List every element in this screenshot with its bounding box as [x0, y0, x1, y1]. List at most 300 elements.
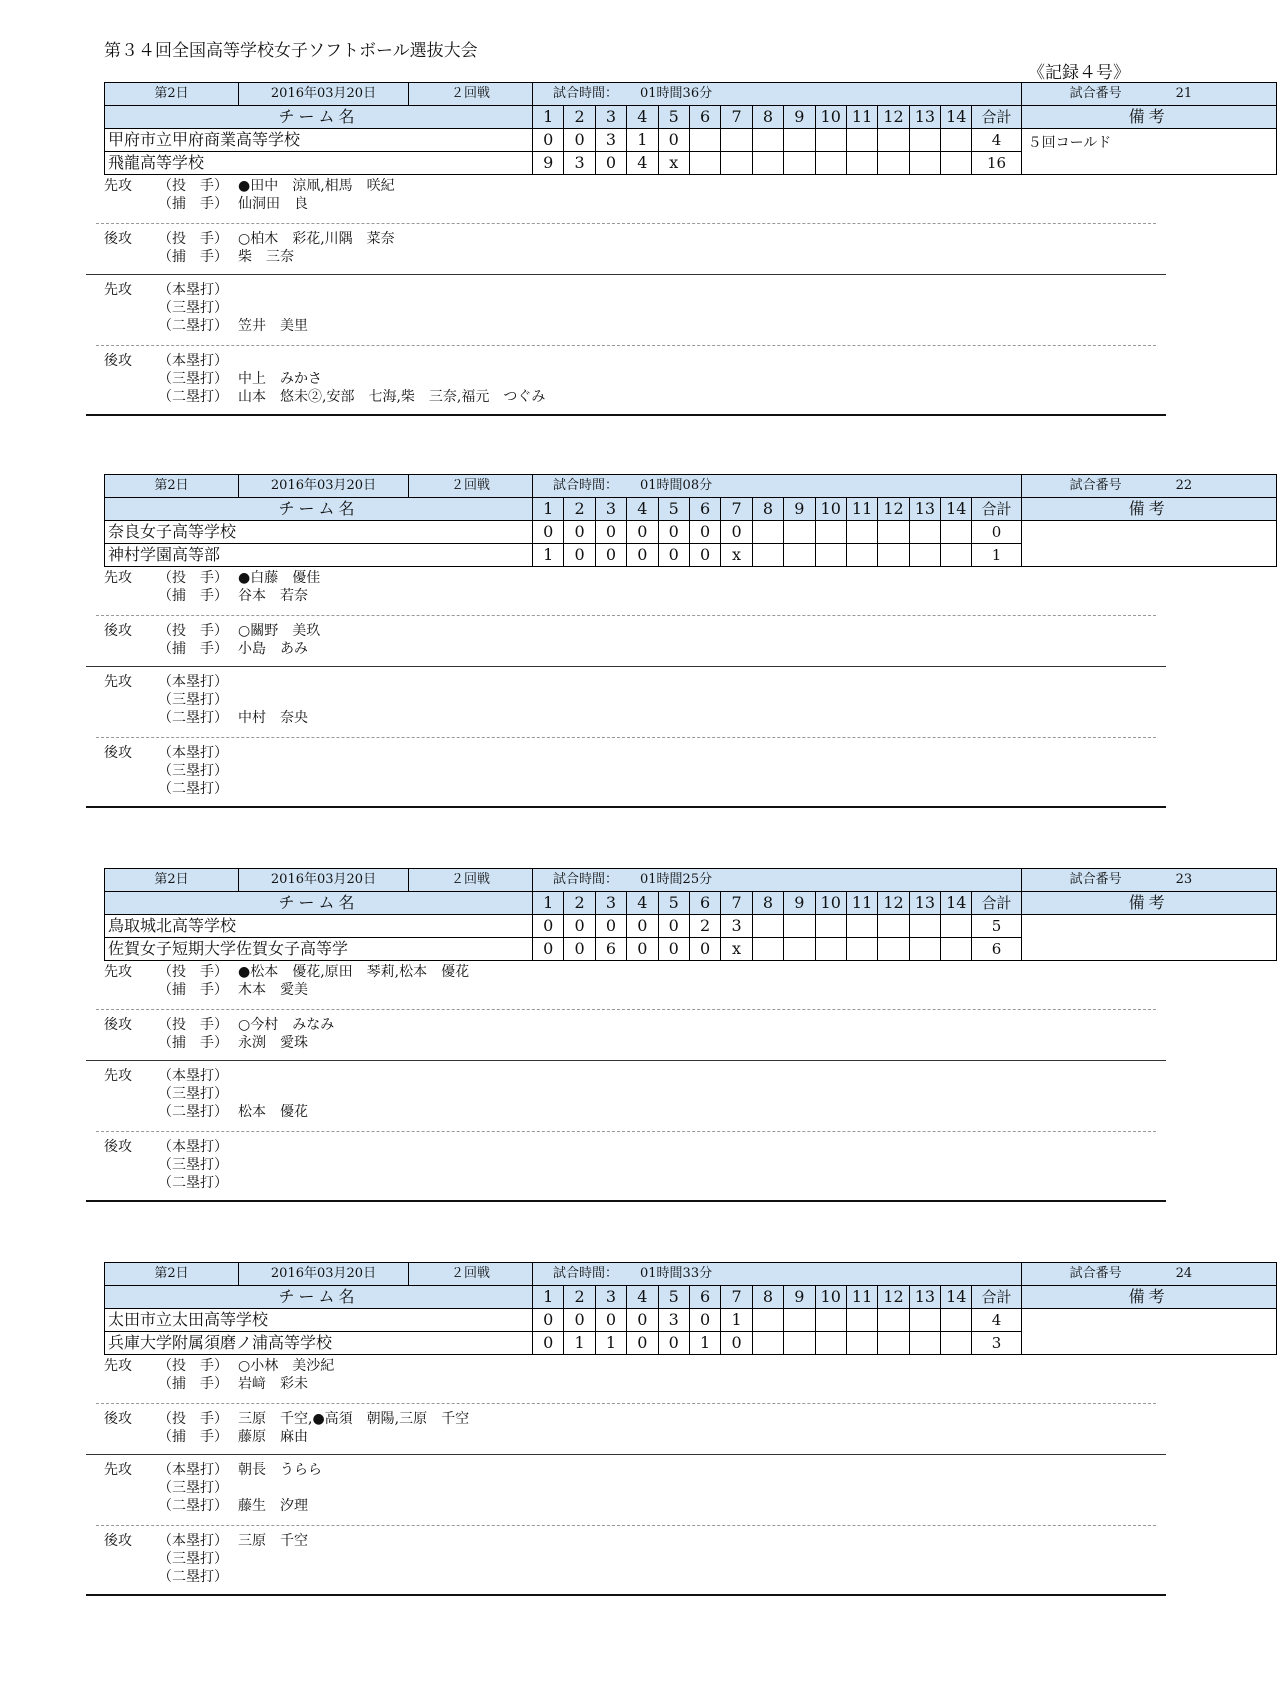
inning-header: 9 — [784, 1286, 815, 1309]
role-label: （二塁打） — [158, 781, 228, 797]
first-catcher — [104, 1375, 1154, 1393]
team-name: 鳥取城北高等学校 — [105, 915, 533, 938]
role-label: （本塁打） — [158, 353, 228, 369]
first-doubles — [104, 1497, 1154, 1515]
side-label — [104, 299, 158, 317]
team-total: 5 — [972, 915, 1021, 938]
block-end-line — [86, 806, 1166, 808]
inning-score — [721, 152, 752, 175]
inning-score — [784, 544, 815, 567]
player-names: 小島 あみ — [238, 641, 308, 657]
game-round: ２回戦 — [409, 869, 533, 892]
team-total: 4 — [972, 129, 1021, 152]
inning-score: 0 — [533, 938, 564, 961]
inning-score — [878, 938, 909, 961]
inning-score: 6 — [595, 938, 626, 961]
score-table — [104, 82, 1277, 175]
second-pitcher — [104, 1410, 1154, 1428]
inning-header: 14 — [941, 106, 972, 129]
inning-score: 0 — [595, 915, 626, 938]
second-triples — [104, 1156, 1154, 1174]
inning-score: 0 — [627, 1332, 658, 1355]
player-names: 岩﨑 彩未 — [238, 1376, 308, 1392]
divider — [96, 1131, 1156, 1132]
inning-header: 2 — [564, 1286, 595, 1309]
first-triples — [104, 1479, 1154, 1497]
team-name-header: チーム名 — [105, 1286, 533, 1309]
role-label: （投 手） — [158, 964, 228, 980]
game-number-value: 21 — [1175, 86, 1193, 101]
remarks-header: 備考 — [1021, 498, 1276, 521]
inning-score: 0 — [595, 152, 626, 175]
inning-score — [941, 521, 972, 544]
block-end-line — [86, 1200, 1166, 1202]
inning-score — [721, 129, 752, 152]
inning-header: 10 — [815, 892, 846, 915]
role-label: （三塁打） — [158, 1086, 228, 1102]
inning-score — [846, 1332, 877, 1355]
game-day: 第2日 — [105, 869, 239, 892]
first-pitcher — [104, 963, 1154, 981]
role-label: （三塁打） — [158, 692, 228, 708]
inning-score: 3 — [564, 152, 595, 175]
divider — [96, 345, 1156, 346]
side-label — [104, 1550, 158, 1568]
player-names: 山本 悠未②,安部 七海,柴 三奈,福元 つぐみ — [238, 389, 546, 405]
divider — [96, 1403, 1156, 1404]
inning-score — [941, 152, 972, 175]
team-row — [105, 521, 1277, 544]
role-label: （投 手） — [158, 231, 228, 247]
inning-score — [752, 152, 783, 175]
second-pitcher — [104, 230, 1154, 248]
score-table — [104, 868, 1277, 961]
divider — [86, 1060, 1166, 1061]
inning-score — [941, 129, 972, 152]
game-time-label: 試合時間： — [553, 1266, 619, 1281]
inning-header: 5 — [658, 1286, 689, 1309]
divider — [96, 1525, 1156, 1526]
inning-header: 11 — [846, 1286, 877, 1309]
player-names: 中村 奈央 — [238, 710, 308, 726]
side-label — [104, 1085, 158, 1103]
inning-header: 8 — [752, 1286, 783, 1309]
team-total: 4 — [972, 1309, 1021, 1332]
second-triples — [104, 370, 1154, 388]
record-number: 《記録４号》 — [1028, 63, 1130, 83]
inning-score: 0 — [689, 544, 720, 567]
player-names: 仙洞田 良 — [238, 196, 308, 212]
role-label: （本塁打） — [158, 745, 228, 761]
role-label: （捕 手） — [158, 1376, 228, 1392]
first-home-runs — [104, 1067, 1154, 1085]
game-record-21 — [104, 82, 1193, 416]
side-label — [104, 248, 158, 266]
inning-score — [752, 521, 783, 544]
side-label: 先攻 — [104, 1462, 132, 1478]
role-label: （二塁打） — [158, 1104, 228, 1120]
inning-header: 7 — [721, 106, 752, 129]
side-label: 先攻 — [104, 570, 132, 586]
inning-header: 3 — [595, 1286, 626, 1309]
game-time-label: 試合時間： — [553, 872, 619, 887]
inning-score: 0 — [658, 1332, 689, 1355]
inning-score — [846, 938, 877, 961]
inning-score: 3 — [658, 1309, 689, 1332]
inning-header: 10 — [815, 106, 846, 129]
second-doubles — [104, 388, 1154, 406]
game-record-23 — [104, 868, 1193, 1202]
game-number-label: 試合番号 — [1069, 478, 1122, 493]
inning-score — [784, 1332, 815, 1355]
inning-header: 5 — [658, 106, 689, 129]
inning-header: 5 — [658, 498, 689, 521]
game-time-label: 試合時間： — [553, 86, 619, 101]
team-name-header: チーム名 — [105, 498, 533, 521]
inning-header: 14 — [941, 498, 972, 521]
team-name-header: チーム名 — [105, 892, 533, 915]
game-record-24 — [104, 1262, 1193, 1596]
player-names: ●松本 優花,原田 琴莉,松本 優花 — [238, 964, 470, 980]
game-time-value: 01時間36分 — [640, 86, 713, 101]
inning-score: x — [721, 544, 752, 567]
game-note — [1021, 915, 1276, 961]
inning-score: 0 — [564, 915, 595, 938]
side-label — [104, 317, 158, 335]
role-label: （本塁打） — [158, 1462, 228, 1478]
game-number — [1021, 475, 1276, 498]
inning-score — [941, 915, 972, 938]
inning-score — [752, 129, 783, 152]
side-label: 後攻 — [104, 231, 132, 247]
player-names: 笠井 美里 — [238, 318, 308, 334]
role-label: （三塁打） — [158, 371, 228, 387]
inning-score — [752, 1309, 783, 1332]
inning-score — [941, 1332, 972, 1355]
side-label: 後攻 — [104, 1411, 132, 1427]
inning-score — [784, 152, 815, 175]
inning-score — [846, 129, 877, 152]
side-label — [104, 1034, 158, 1052]
game-date: 2016年03月20日 — [239, 83, 409, 106]
game-day: 第2日 — [105, 83, 239, 106]
inning-score — [784, 1309, 815, 1332]
inning-score — [815, 544, 846, 567]
inning-score: 3 — [595, 129, 626, 152]
inning-score — [846, 915, 877, 938]
total-header: 合計 — [972, 498, 1021, 521]
game-note — [1021, 521, 1276, 567]
player-names: 松本 優花 — [238, 1104, 308, 1120]
inning-score — [909, 915, 940, 938]
role-label: （投 手） — [158, 1358, 228, 1374]
side-label: 先攻 — [104, 674, 132, 690]
inning-score: 1 — [533, 544, 564, 567]
inning-header: 3 — [595, 106, 626, 129]
inning-score — [846, 521, 877, 544]
inning-score: 0 — [533, 1332, 564, 1355]
second-home-runs — [104, 1532, 1154, 1550]
player-names: 木本 愛美 — [238, 982, 308, 998]
remarks-header: 備考 — [1021, 1286, 1276, 1309]
player-names: 永渕 愛珠 — [238, 1035, 308, 1051]
second-triples — [104, 1550, 1154, 1568]
inning-score: 1 — [564, 1332, 595, 1355]
inning-header: 2 — [564, 106, 595, 129]
inning-score: 0 — [627, 1309, 658, 1332]
player-names: ○今村 みなみ — [238, 1017, 335, 1033]
game-time — [533, 83, 1022, 106]
inning-score: 0 — [595, 1309, 626, 1332]
team-row — [105, 129, 1277, 152]
second-catcher — [104, 1034, 1154, 1052]
side-label — [104, 762, 158, 780]
inning-header: 5 — [658, 892, 689, 915]
inning-score: 0 — [564, 521, 595, 544]
inning-header: 6 — [689, 1286, 720, 1309]
role-label: （本塁打） — [158, 282, 228, 298]
role-label: （本塁打） — [158, 1068, 228, 1084]
side-label: 先攻 — [104, 1068, 132, 1084]
inning-header: 12 — [878, 498, 909, 521]
inning-header: 14 — [941, 892, 972, 915]
side-label — [104, 691, 158, 709]
inning-score — [909, 152, 940, 175]
side-label — [104, 370, 158, 388]
team-name: 佐賀女子短期大学佐賀女子高等学 — [105, 938, 533, 961]
player-names: ○小林 美沙紀 — [238, 1358, 335, 1374]
inning-header: 13 — [909, 1286, 940, 1309]
side-label — [104, 1479, 158, 1497]
second-catcher — [104, 640, 1154, 658]
game-record-22 — [104, 474, 1193, 808]
inning-score — [815, 1309, 846, 1332]
inning-score — [878, 1332, 909, 1355]
role-label: （三塁打） — [158, 1480, 228, 1496]
inning-score: 0 — [627, 938, 658, 961]
inning-score — [752, 1332, 783, 1355]
inning-score: 0 — [721, 521, 752, 544]
inning-score — [909, 938, 940, 961]
inning-header: 8 — [752, 498, 783, 521]
role-label: （三塁打） — [158, 1157, 228, 1173]
inning-score — [784, 521, 815, 544]
side-label — [104, 709, 158, 727]
score-table — [104, 1262, 1277, 1355]
role-label: （二塁打） — [158, 1569, 228, 1585]
inning-header: 1 — [533, 1286, 564, 1309]
inning-score: 2 — [689, 915, 720, 938]
player-names: 藤原 麻由 — [238, 1429, 308, 1445]
player-names: ●白藤 優佳 — [238, 570, 321, 586]
inning-header: 6 — [689, 892, 720, 915]
inning-score — [784, 129, 815, 152]
inning-header: 11 — [846, 498, 877, 521]
role-label: （二塁打） — [158, 318, 228, 334]
player-names: 朝長 うらら — [238, 1462, 322, 1478]
inning-score: 0 — [689, 938, 720, 961]
inning-header: 3 — [595, 498, 626, 521]
inning-header: 9 — [784, 498, 815, 521]
inning-score: 0 — [689, 1309, 720, 1332]
role-label: （捕 手） — [158, 641, 228, 657]
role-label: （投 手） — [158, 1017, 228, 1033]
side-label — [104, 981, 158, 999]
inning-score: 0 — [564, 938, 595, 961]
inning-score: 1 — [689, 1332, 720, 1355]
inning-score — [815, 915, 846, 938]
inning-score: 1 — [721, 1309, 752, 1332]
role-label: （捕 手） — [158, 588, 228, 604]
inning-score — [846, 544, 877, 567]
side-label — [104, 587, 158, 605]
side-label — [104, 1375, 158, 1393]
inning-score: 0 — [533, 915, 564, 938]
inning-score: 0 — [658, 938, 689, 961]
first-triples — [104, 691, 1154, 709]
role-label: （捕 手） — [158, 249, 228, 265]
inning-score — [878, 152, 909, 175]
first-pitcher — [104, 177, 1154, 195]
player-names: 中上 みかさ — [238, 371, 322, 387]
role-label: （本塁打） — [158, 1139, 228, 1155]
inning-score — [689, 152, 720, 175]
inning-header: 8 — [752, 892, 783, 915]
inning-score: 0 — [533, 521, 564, 544]
inning-score: 0 — [564, 129, 595, 152]
inning-score — [941, 1309, 972, 1332]
block-end-line — [86, 414, 1166, 416]
inning-score — [752, 544, 783, 567]
game-time-label: 試合時間： — [553, 478, 619, 493]
first-home-runs — [104, 673, 1154, 691]
team-name-header: チーム名 — [105, 106, 533, 129]
inning-score: 0 — [533, 129, 564, 152]
inning-score — [878, 915, 909, 938]
total-header: 合計 — [972, 106, 1021, 129]
inning-score — [846, 1309, 877, 1332]
side-label — [104, 1103, 158, 1121]
inning-header: 13 — [909, 892, 940, 915]
inning-score: 0 — [595, 544, 626, 567]
game-number-label: 試合番号 — [1069, 872, 1122, 887]
role-label: （三塁打） — [158, 763, 228, 779]
role-label: （二塁打） — [158, 710, 228, 726]
game-time-value: 01時間08分 — [640, 478, 713, 493]
inning-score — [689, 129, 720, 152]
inning-score: 4 — [627, 152, 658, 175]
inning-score — [752, 915, 783, 938]
inning-score: 0 — [533, 1309, 564, 1332]
player-names: ○關野 美玖 — [238, 623, 321, 639]
side-label: 後攻 — [104, 353, 132, 369]
side-label — [104, 1156, 158, 1174]
side-label: 後攻 — [104, 623, 132, 639]
inning-score — [878, 1309, 909, 1332]
inning-score — [815, 938, 846, 961]
game-number-label: 試合番号 — [1069, 86, 1122, 101]
game-time — [533, 475, 1022, 498]
inning-score: 0 — [627, 544, 658, 567]
first-triples — [104, 299, 1154, 317]
inning-header: 6 — [689, 498, 720, 521]
team-total: 6 — [972, 938, 1021, 961]
game-number-value: 23 — [1175, 872, 1193, 887]
game-round: ２回戦 — [409, 1263, 533, 1286]
inning-score — [941, 544, 972, 567]
remarks-header: 備考 — [1021, 892, 1276, 915]
player-names: 藤生 汐理 — [238, 1498, 308, 1514]
inning-header: 7 — [721, 892, 752, 915]
inning-score: 9 — [533, 152, 564, 175]
inning-score — [784, 938, 815, 961]
inning-header: 13 — [909, 498, 940, 521]
second-doubles — [104, 1568, 1154, 1586]
divider — [96, 223, 1156, 224]
role-label: （捕 手） — [158, 1429, 228, 1445]
second-home-runs — [104, 744, 1154, 762]
inning-header: 1 — [533, 106, 564, 129]
game-time-value: 01時間33分 — [640, 1266, 713, 1281]
game-date: 2016年03月20日 — [239, 475, 409, 498]
inning-header: 1 — [533, 498, 564, 521]
game-day: 第2日 — [105, 1263, 239, 1286]
document-title: 第３４回全国高等学校女子ソフトボール選抜大会 — [104, 41, 478, 61]
inning-header: 1 — [533, 892, 564, 915]
side-label — [104, 1428, 158, 1446]
inning-score — [909, 129, 940, 152]
role-label: （投 手） — [158, 178, 228, 194]
side-label: 先攻 — [104, 282, 132, 298]
inning-score: 0 — [658, 915, 689, 938]
inning-score — [909, 544, 940, 567]
game-note: ５回コールド — [1021, 129, 1276, 175]
inning-score — [846, 152, 877, 175]
role-label: （本塁打） — [158, 674, 228, 690]
team-total: 0 — [972, 521, 1021, 544]
role-label: （捕 手） — [158, 1035, 228, 1051]
team-total: 16 — [972, 152, 1021, 175]
game-date: 2016年03月20日 — [239, 1263, 409, 1286]
inning-header: 12 — [878, 892, 909, 915]
inning-score: 1 — [595, 1332, 626, 1355]
side-label: 後攻 — [104, 1017, 132, 1033]
inning-score — [815, 521, 846, 544]
inning-score — [815, 1332, 846, 1355]
divider — [86, 274, 1166, 275]
second-home-runs — [104, 1138, 1154, 1156]
team-name: 甲府市立甲府商業高等学校 — [105, 129, 533, 152]
second-pitcher — [104, 622, 1154, 640]
side-label — [104, 1497, 158, 1515]
second-catcher — [104, 248, 1154, 266]
inning-header: 7 — [721, 1286, 752, 1309]
role-label: （投 手） — [158, 570, 228, 586]
inning-score — [878, 521, 909, 544]
divider — [86, 666, 1166, 667]
side-label: 先攻 — [104, 1358, 132, 1374]
first-catcher — [104, 195, 1154, 213]
inning-header: 8 — [752, 106, 783, 129]
inning-score: x — [658, 152, 689, 175]
first-doubles — [104, 709, 1154, 727]
divider — [96, 615, 1156, 616]
inning-header: 4 — [627, 892, 658, 915]
game-date: 2016年03月20日 — [239, 869, 409, 892]
game-round: ２回戦 — [409, 83, 533, 106]
inning-score: 0 — [564, 544, 595, 567]
inning-header: 6 — [689, 106, 720, 129]
